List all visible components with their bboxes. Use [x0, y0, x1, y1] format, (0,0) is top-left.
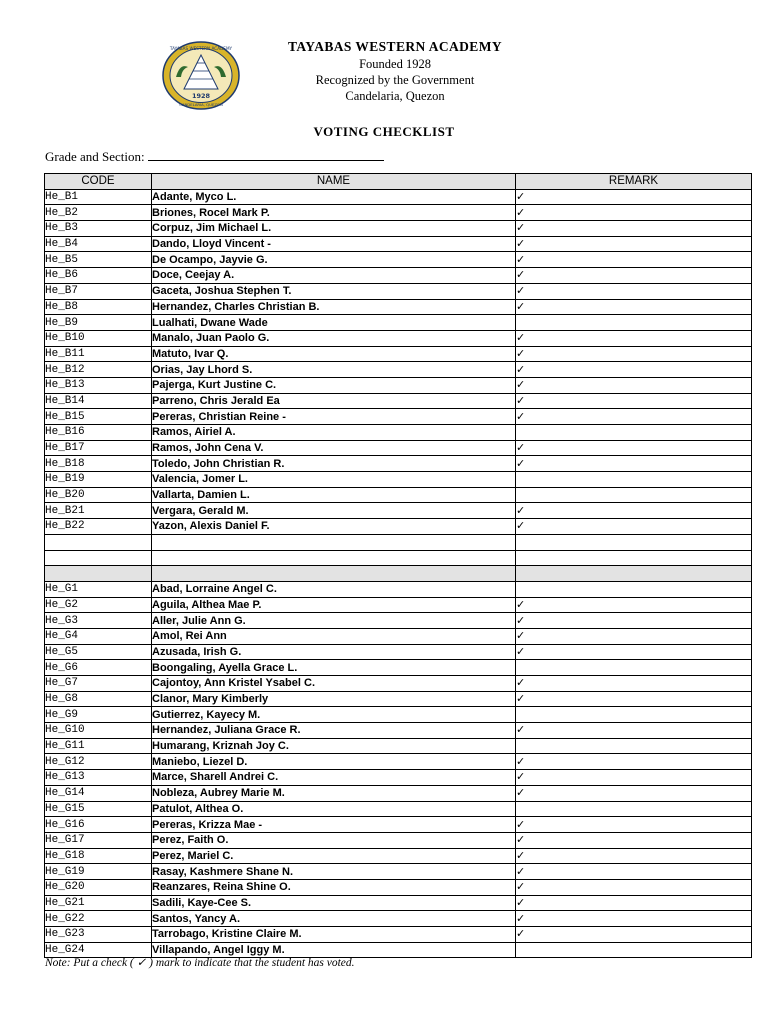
seal-bottom-text: CANDELARIA, QUEZON: [179, 102, 223, 107]
check-mark: ✓: [516, 864, 752, 880]
check-mark: ✓: [516, 879, 752, 895]
table-row: [45, 346, 752, 362]
code-cell: He_G21: [45, 895, 152, 911]
code-cell: He_B21: [45, 503, 152, 519]
name-cell: Valencia, Jomer L.: [152, 472, 516, 488]
grade-section-label: Grade and Section:: [45, 149, 145, 164]
table-row: [45, 770, 752, 786]
table-row: [45, 613, 752, 629]
table-row: [45, 519, 752, 535]
code-cell: He_B7: [45, 283, 152, 299]
code-cell: He_B10: [45, 330, 152, 346]
table-row: [45, 895, 752, 911]
code-cell: He_G16: [45, 817, 152, 833]
grade-section-field: [45, 148, 384, 165]
blank-row: [45, 550, 752, 566]
remark-cell: [516, 566, 752, 582]
location-line: Candelaria, Quezon: [345, 89, 445, 103]
remark-cell: [516, 487, 752, 503]
seal-top-text: TAYABAS WESTERN ACADEMY: [169, 46, 233, 51]
code-cell: He_B18: [45, 456, 152, 472]
code-cell: He_G22: [45, 911, 152, 927]
code-cell: [45, 534, 152, 550]
table-row: [45, 785, 752, 801]
name-cell: Clanor, Mary Kimberly: [152, 691, 516, 707]
name-cell: Pereras, Christian Reine -: [152, 409, 516, 425]
school-header: [240, 38, 550, 104]
remark-cell: [516, 534, 752, 550]
name-cell: Manalo, Juan Paolo G.: [152, 330, 516, 346]
name-cell: Pajerga, Kurt Justine C.: [152, 377, 516, 393]
code-cell: He_B17: [45, 440, 152, 456]
voting-checklist-table: [44, 173, 752, 958]
check-mark: ✓: [516, 377, 752, 393]
name-cell: Hernandez, Charles Christian B.: [152, 299, 516, 315]
name-cell: Cajontoy, Ann Kristel Ysabel C.: [152, 676, 516, 692]
table-row: [45, 723, 752, 739]
table-row: [45, 832, 752, 848]
code-cell: He_B22: [45, 519, 152, 535]
check-mark: ✓: [516, 346, 752, 362]
check-mark: ✓: [516, 785, 752, 801]
name-cell: Pereras, Krizza Mae -: [152, 817, 516, 833]
code-cell: He_G18: [45, 848, 152, 864]
code-cell: He_B15: [45, 409, 152, 425]
name-cell: Adante, Myco L.: [152, 189, 516, 205]
check-mark: ✓: [516, 440, 752, 456]
table-row: [45, 801, 752, 817]
column-header-code: CODE: [45, 174, 152, 190]
code-cell: He_G8: [45, 691, 152, 707]
name-cell: Orias, Jay Lhord S.: [152, 362, 516, 378]
table-row: [45, 676, 752, 692]
school-name: TAYABAS WESTERN ACADEMY: [287, 39, 502, 54]
check-mark: ✓: [516, 817, 752, 833]
check-mark: ✓: [516, 252, 752, 268]
code-cell: He_G13: [45, 770, 152, 786]
name-cell: Abad, Lorraine Angel C.: [152, 581, 516, 597]
table-row: [45, 707, 752, 723]
separator-row: [45, 566, 752, 582]
note-check-mark: ✓: [136, 957, 147, 969]
code-cell: He_B3: [45, 221, 152, 237]
check-mark: ✓: [516, 221, 752, 237]
code-cell: He_G6: [45, 660, 152, 676]
table-row: [45, 848, 752, 864]
remark-cell: [516, 660, 752, 676]
check-mark: ✓: [516, 754, 752, 770]
check-mark: ✓: [516, 848, 752, 864]
check-mark: ✓: [516, 691, 752, 707]
code-cell: He_G9: [45, 707, 152, 723]
code-cell: He_G19: [45, 864, 152, 880]
name-cell: Parreno, Chris Jerald Ea: [152, 393, 516, 409]
name-cell: Villapando, Angel Iggy M.: [152, 942, 516, 958]
check-mark: ✓: [516, 597, 752, 613]
code-cell: He_B6: [45, 268, 152, 284]
name-cell: Doce, Ceejay A.: [152, 268, 516, 284]
code-cell: He_B12: [45, 362, 152, 378]
table-row: [45, 268, 752, 284]
code-cell: He_G2: [45, 597, 152, 613]
code-cell: He_G1: [45, 581, 152, 597]
name-cell: Tarrobago, Kristine Claire M.: [152, 927, 516, 943]
table-row: [45, 456, 752, 472]
check-mark: ✓: [516, 911, 752, 927]
remark-cell: [516, 707, 752, 723]
recognition-line: Recognized by the Government: [315, 73, 475, 87]
remark-cell: [516, 550, 752, 566]
code-cell: He_G4: [45, 628, 152, 644]
table-row: [45, 738, 752, 754]
code-cell: He_G7: [45, 676, 152, 692]
grade-section-blank: [148, 148, 384, 161]
name-cell: Matuto, Ivar Q.: [152, 346, 516, 362]
name-cell: Toledo, John Christian R.: [152, 456, 516, 472]
code-cell: He_B9: [45, 315, 152, 331]
remark-cell: [516, 801, 752, 817]
remark-cell: [516, 738, 752, 754]
founded-line: Founded 1928: [359, 57, 431, 71]
name-cell: Briones, Rocel Mark P.: [152, 205, 516, 221]
table-row: [45, 409, 752, 425]
check-mark: ✓: [516, 644, 752, 660]
code-cell: He_B4: [45, 236, 152, 252]
check-mark: ✓: [516, 770, 752, 786]
name-cell: [152, 550, 516, 566]
code-cell: He_B13: [45, 377, 152, 393]
check-mark: ✓: [516, 628, 752, 644]
table-row: [45, 221, 752, 237]
seal-year: 1928: [191, 92, 211, 100]
table-row: [45, 472, 752, 488]
name-cell: Dando, Lloyd Vincent -: [152, 236, 516, 252]
table-row: [45, 377, 752, 393]
name-cell: Gutierrez, Kayecy M.: [152, 707, 516, 723]
check-mark: ✓: [516, 330, 752, 346]
check-mark: ✓: [516, 189, 752, 205]
table-row: [45, 236, 752, 252]
code-cell: He_G23: [45, 927, 152, 943]
school-seal-logo: [162, 41, 240, 110]
name-cell: Humarang, Kriznah Joy C.: [152, 738, 516, 754]
table-row: [45, 440, 752, 456]
code-cell: He_B14: [45, 393, 152, 409]
name-cell: Rasay, Kashmere Shane N.: [152, 864, 516, 880]
name-cell: Aguila, Althea Mae P.: [152, 597, 516, 613]
table-row: [45, 205, 752, 221]
table-row: [45, 362, 752, 378]
table-header-row: [45, 174, 752, 190]
name-cell: Hernandez, Juliana Grace R.: [152, 723, 516, 739]
table-row: [45, 628, 752, 644]
note-suffix: ) mark to indicate that the student has voted.: [146, 957, 355, 969]
name-cell: Maniebo, Liezel D.: [152, 754, 516, 770]
code-cell: He_B11: [45, 346, 152, 362]
check-mark: ✓: [516, 676, 752, 692]
check-mark: ✓: [516, 205, 752, 221]
code-cell: He_B2: [45, 205, 152, 221]
check-mark: ✓: [516, 409, 752, 425]
name-cell: Vergara, Gerald M.: [152, 503, 516, 519]
code-cell: He_B20: [45, 487, 152, 503]
code-cell: He_B1: [45, 189, 152, 205]
code-cell: [45, 566, 152, 582]
remark-cell: [516, 472, 752, 488]
name-cell: Perez, Faith O.: [152, 832, 516, 848]
check-mark: ✓: [516, 283, 752, 299]
name-cell: Reanzares, Reina Shine O.: [152, 879, 516, 895]
table-row: [45, 283, 752, 299]
name-cell: [152, 534, 516, 550]
blank-row: [45, 534, 752, 550]
check-mark: ✓: [516, 456, 752, 472]
code-cell: He_B8: [45, 299, 152, 315]
name-cell: De Ocampo, Jayvie G.: [152, 252, 516, 268]
column-header-remark: REMARK: [516, 174, 752, 190]
table-row: [45, 597, 752, 613]
code-cell: He_B16: [45, 425, 152, 441]
note-prefix: Note: Put a check (: [45, 957, 137, 969]
check-mark: ✓: [516, 613, 752, 629]
name-cell: Lualhati, Dwane Wade: [152, 315, 516, 331]
code-cell: He_G12: [45, 754, 152, 770]
name-cell: Amol, Rei Ann: [152, 628, 516, 644]
check-mark: ✓: [516, 299, 752, 315]
name-cell: Gaceta, Joshua Stephen T.: [152, 283, 516, 299]
remark-cell: [516, 581, 752, 597]
name-cell: Ramos, Airiel A.: [152, 425, 516, 441]
table-row: [45, 691, 752, 707]
name-cell: Marce, Sharell Andrei C.: [152, 770, 516, 786]
table-row: [45, 911, 752, 927]
name-cell: Corpuz, Jim Michael L.: [152, 221, 516, 237]
check-mark: ✓: [516, 362, 752, 378]
table-row: [45, 330, 752, 346]
name-cell: Patulot, Althea O.: [152, 801, 516, 817]
code-cell: He_G11: [45, 738, 152, 754]
code-cell: He_G10: [45, 723, 152, 739]
name-cell: Nobleza, Aubrey Marie M.: [152, 785, 516, 801]
table-row: [45, 754, 752, 770]
table-row: [45, 487, 752, 503]
code-cell: He_G20: [45, 879, 152, 895]
code-cell: He_G24: [45, 942, 152, 958]
code-cell: He_B19: [45, 472, 152, 488]
check-mark: ✓: [516, 927, 752, 943]
table-row: [45, 299, 752, 315]
name-cell: Santos, Yancy A.: [152, 911, 516, 927]
name-cell: Yazon, Alexis Daniel F.: [152, 519, 516, 535]
table-row: [45, 927, 752, 943]
table-row: [45, 817, 752, 833]
code-cell: He_G5: [45, 644, 152, 660]
code-cell: He_B5: [45, 252, 152, 268]
remark-cell: [516, 942, 752, 958]
name-cell: Boongaling, Ayella Grace L.: [152, 660, 516, 676]
code-cell: He_G15: [45, 801, 152, 817]
remark-cell: [516, 425, 752, 441]
check-mark: ✓: [516, 268, 752, 284]
table-row: [45, 581, 752, 597]
table-row: [45, 660, 752, 676]
document-title: VOTING CHECKLIST: [313, 124, 455, 139]
footer-note: [45, 955, 355, 969]
name-cell: Aller, Julie Ann G.: [152, 613, 516, 629]
name-cell: Perez, Mariel C.: [152, 848, 516, 864]
check-mark: ✓: [516, 519, 752, 535]
code-cell: He_G14: [45, 785, 152, 801]
table-row: [45, 879, 752, 895]
check-mark: ✓: [516, 503, 752, 519]
table-row: [45, 315, 752, 331]
table-row: [45, 644, 752, 660]
table-row: [45, 189, 752, 205]
table-row: [45, 864, 752, 880]
code-cell: [45, 550, 152, 566]
check-mark: ✓: [516, 723, 752, 739]
check-mark: ✓: [516, 895, 752, 911]
table-row: [45, 393, 752, 409]
code-cell: He_G3: [45, 613, 152, 629]
column-header-name: NAME: [152, 174, 516, 190]
check-mark: ✓: [516, 832, 752, 848]
name-cell: Azusada, Irish G.: [152, 644, 516, 660]
name-cell: Ramos, John Cena V.: [152, 440, 516, 456]
table-row: [45, 252, 752, 268]
table-row: [45, 503, 752, 519]
code-cell: He_G17: [45, 832, 152, 848]
name-cell: [152, 566, 516, 582]
name-cell: Sadili, Kaye-Cee S.: [152, 895, 516, 911]
check-mark: ✓: [516, 393, 752, 409]
check-mark: ✓: [516, 236, 752, 252]
name-cell: Vallarta, Damien L.: [152, 487, 516, 503]
table-row: [45, 425, 752, 441]
remark-cell: [516, 315, 752, 331]
